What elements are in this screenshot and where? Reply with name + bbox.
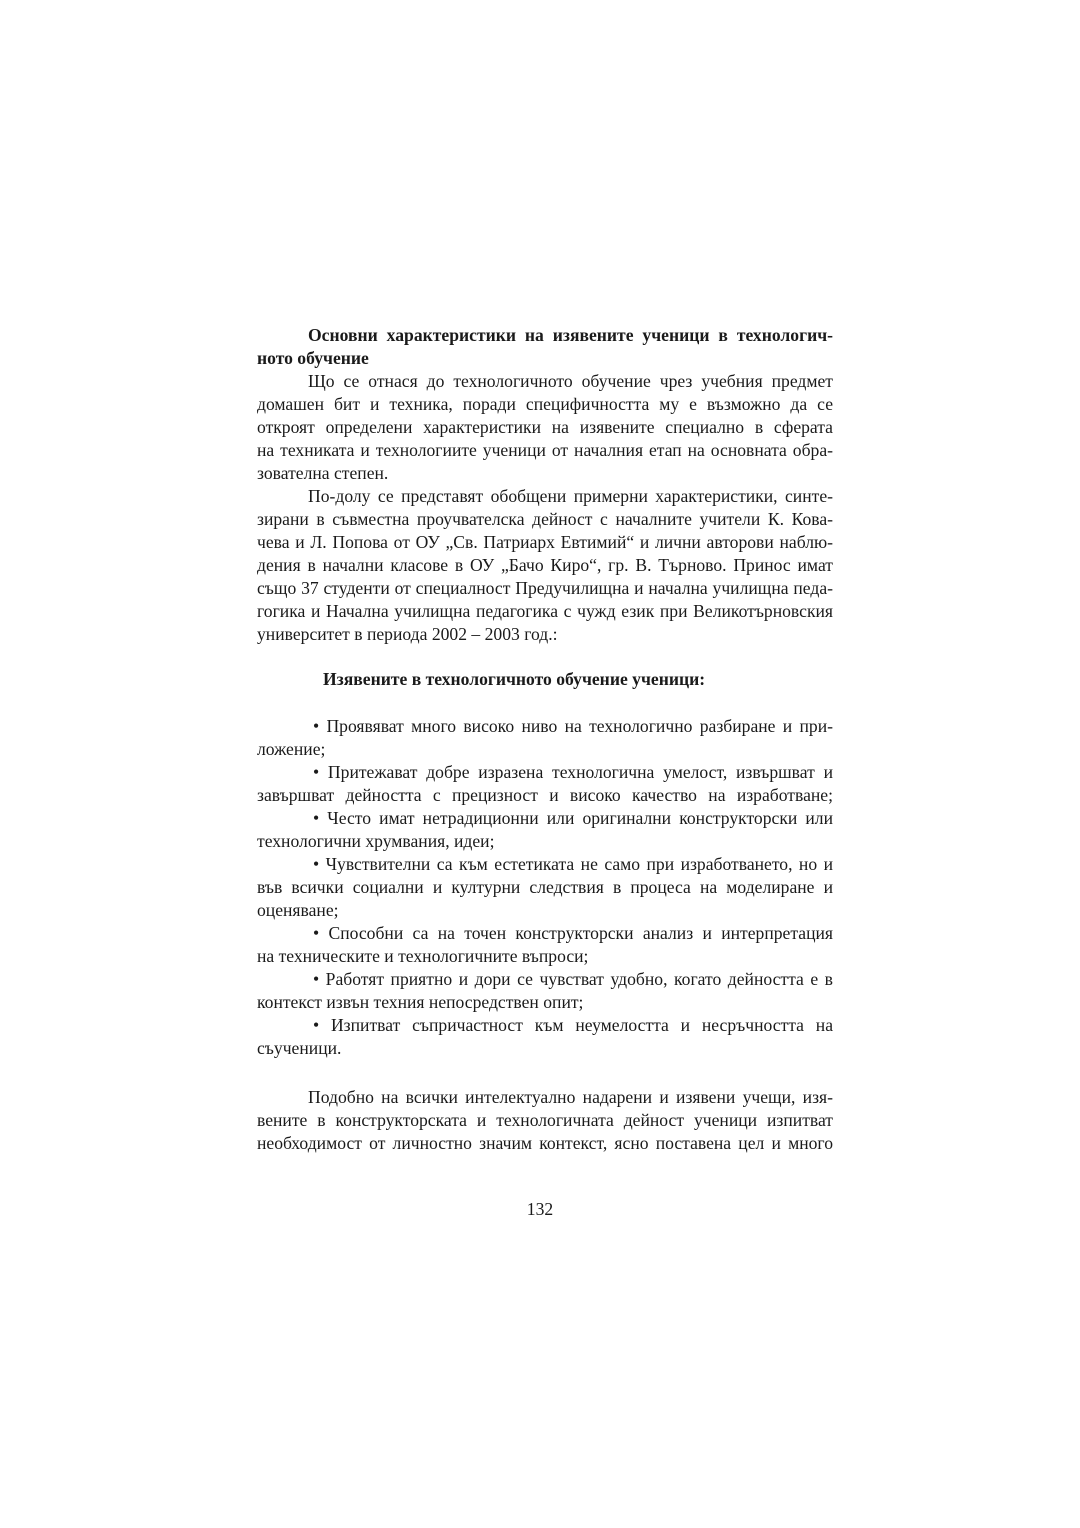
bullet-line: • Способни са на точен конструкторски анализ и интерпретация bbox=[313, 923, 833, 943]
paragraph bbox=[257, 370, 833, 485]
bullet-line: на техническите и технологичните въпроси; bbox=[257, 946, 589, 966]
bullet-item bbox=[257, 853, 833, 922]
paragraph-line: чева и Л. Попова от ОУ „Св. Патриарх Евтимий“ и лични авторови наблю- bbox=[257, 532, 833, 552]
bullet-line: • Чувствителни са към естетиката не само при изработването, но и bbox=[313, 854, 833, 874]
paragraph-line: университет в периода 2002 – 2003 год.: bbox=[257, 624, 558, 644]
paragraph-line: на техниката и технологиите ученици от началния етап на основната обра- bbox=[257, 440, 833, 460]
paragraph-line: дения в начални класове в ОУ „Бачо Киро“, гр. В. Търново. Принос имат bbox=[257, 555, 833, 575]
paragraph-line: откроят определени характеристики на изявените специално в сферата bbox=[257, 417, 833, 437]
bullet-item bbox=[257, 968, 833, 1014]
bullet-line: ложение; bbox=[257, 739, 326, 759]
paragraph-line: Що се отнася до технологичното обучение чрез учебния предмет bbox=[308, 371, 833, 391]
paragraph-line: също 37 студенти от специалност Предучилищна и начална училищна педа- bbox=[257, 578, 833, 598]
bullet-item bbox=[257, 715, 833, 761]
bullet-item bbox=[257, 922, 833, 968]
bullet-line: • Изпитват съпричастност към неумелостта и несръчността на bbox=[313, 1015, 833, 1035]
list-heading: Изявените в технологичното обучение ученици: bbox=[323, 669, 706, 689]
bullet-line: • Работят приятно и дори се чувстват удобно, когато дейността е в bbox=[313, 969, 833, 989]
paragraph-line: вените в конструкторската и технологичната дейност ученици изпитват bbox=[257, 1110, 833, 1130]
bullet-item bbox=[257, 1014, 833, 1060]
bullet-line: във всички социални и културни следствия в процеса на моделиране и bbox=[257, 877, 833, 897]
page-number: 132 bbox=[526, 1199, 554, 1219]
paragraph bbox=[257, 1086, 833, 1155]
bullet-item bbox=[257, 761, 833, 807]
page-content bbox=[257, 324, 833, 1155]
paragraph-line: По-долу се представят обобщени примерни характеристики, синте- bbox=[308, 486, 833, 506]
paragraph-line: зирани в съвместна проучвателска дейност с началните учители К. Кова- bbox=[257, 509, 833, 529]
paragraph-line: зователна степен. bbox=[257, 463, 389, 483]
paragraph bbox=[257, 485, 833, 646]
bullet-line: • Проявяват много високо ниво на технологично разбиране и при- bbox=[313, 716, 833, 736]
bullet-line: • Често имат нетрадиционни или оригинални конструкторски или bbox=[313, 808, 833, 828]
paragraph-line: домашен бит и техника, поради специфичността му е възможно да се bbox=[257, 394, 833, 414]
bullet-line: • Притежават добре изразена технологична умелост, извършват и bbox=[313, 762, 833, 782]
bullet-line: контекст извън техния непосредствен опит; bbox=[257, 992, 584, 1012]
section-heading-line: Основни характеристики на изявените ученици в технологич- bbox=[308, 325, 833, 345]
bullet-line: съученици. bbox=[257, 1038, 342, 1058]
paragraph-line: гогика и Начална училищна педагогика с чужд език при Великотърновския bbox=[257, 601, 833, 621]
paragraph-line: Подобно на всички интелектуално надарени и изявени учещи, изя- bbox=[308, 1087, 833, 1107]
bullet-line: технологични хрумвания, идеи; bbox=[257, 831, 495, 851]
paragraph-line: необходимост от личностно значим контекст, ясно поставена цел и много bbox=[257, 1133, 833, 1153]
section-heading-line: ното обучение bbox=[257, 348, 369, 368]
bullet-line: оценяване; bbox=[257, 900, 339, 920]
bullet-list bbox=[257, 715, 833, 1060]
section-heading bbox=[257, 324, 833, 370]
bullet-line: завършват дейността с прецизност и високо качество на изработване; bbox=[257, 785, 833, 805]
bullet-item bbox=[257, 807, 833, 853]
